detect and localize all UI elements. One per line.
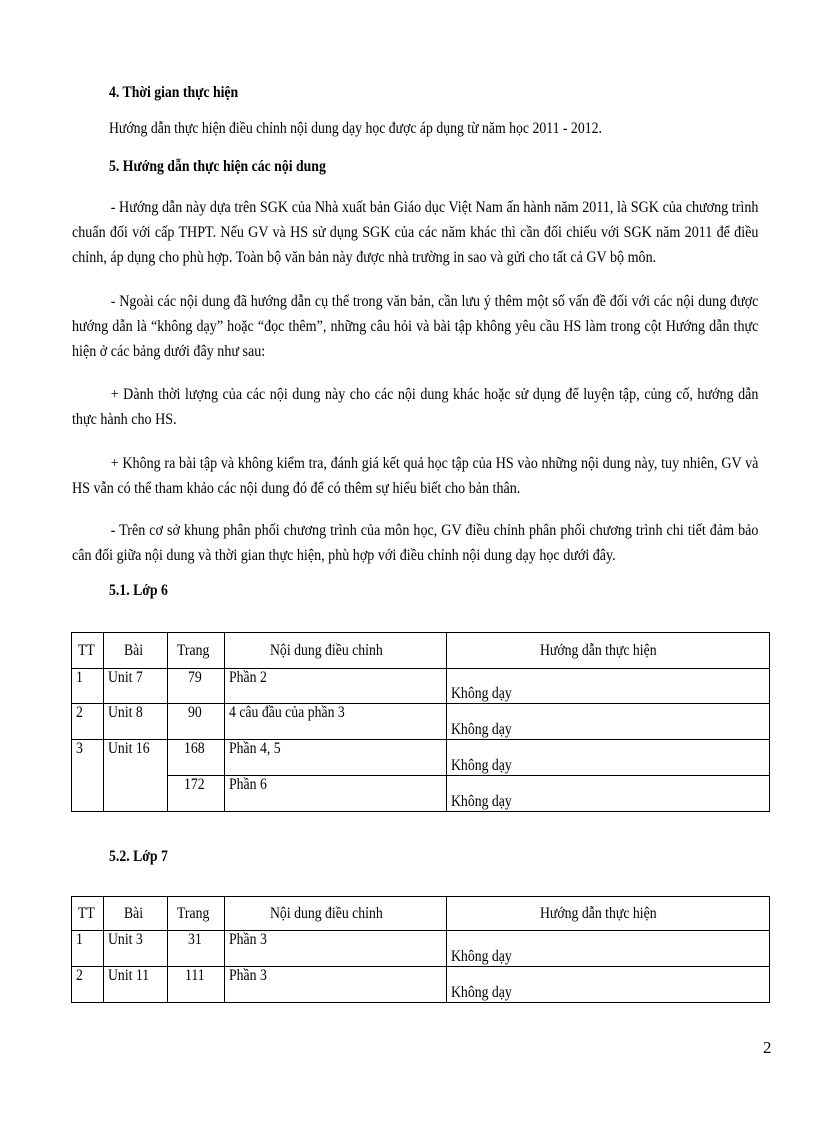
cell-bai: Unit 7 bbox=[103, 669, 167, 704]
cell-bai: Unit 11 bbox=[103, 967, 167, 1003]
header-bai: Bài bbox=[103, 897, 167, 931]
paragraph-1: - Hướng dẫn này dựa trên SGK của Nhà xuất bản Giáo dục Việt Nam ấn hành năm 2011, là SGK của chương trình chuẩn đối với cấp THPT. Nếu GV và HS sử dụng SGK của các năm khác thì cần đối chiếu với SGK năm 2011 để điều chỉnh, áp dụng cho phù hợp. Toàn bộ văn bản này được nhà trường in sao và gửi cho tất cả GV bộ môn. bbox=[72, 199, 759, 266]
table-row bbox=[72, 740, 770, 776]
cell-trang: 111 bbox=[167, 967, 224, 1003]
cell-noidung: 4 câu đầu của phần 3 bbox=[224, 704, 446, 740]
header-bai: Bài bbox=[103, 633, 167, 669]
header-huongdan: Hướng dẫn thực hiện bbox=[446, 633, 769, 669]
cell-noidung: Phần 3 bbox=[224, 931, 446, 967]
page-number: 2 bbox=[763, 1038, 772, 1057]
paragraph-3: + Dành thời lượng của các nội dung này cho các nội dung khác hoặc sử dụng để luyện tập, củng cố, hướng dẫn thực hành cho HS. bbox=[72, 386, 759, 428]
cell-huongdan: Không dạy bbox=[446, 776, 769, 812]
cell-tt: 2 bbox=[72, 967, 104, 1003]
section-4-text: Hướng dẫn thực hiện điều chỉnh nội dung dạy học được áp dụng từ năm học 2011 - 2012. bbox=[109, 120, 602, 137]
paragraph-5: - Trên cơ sở khung phân phối chương trình của môn học, GV điều chỉnh phân phối chương trình chi tiết đảm bảo cân đối giữa nội dung và thời gian thực hiện, phù hợp với điều chỉnh nội dung dạy học dưới đây. bbox=[72, 522, 759, 564]
cell-noidung: Phần 3 bbox=[224, 967, 446, 1003]
cell-trang: 168 bbox=[167, 740, 224, 776]
cell-huongdan: Không dạy bbox=[446, 931, 769, 967]
table-row bbox=[72, 669, 770, 704]
cell-huongdan: Không dạy bbox=[446, 740, 769, 776]
cell-tt: 1 bbox=[72, 931, 104, 967]
table-header-row bbox=[72, 633, 770, 669]
grade-7-table bbox=[71, 896, 770, 1003]
cell-tt: 2 bbox=[72, 704, 104, 740]
header-trang: Trang bbox=[167, 897, 224, 931]
paragraph-4: + Không ra bài tập và không kiểm tra, đánh giá kết quả học tập của HS vào những nội dung này, tuy nhiên, GV và HS vẫn có thể tham khảo các nội dung đó để có thêm sự hiểu biết cho bản thân. bbox=[72, 455, 759, 497]
cell-noidung: Phần 4, 5 bbox=[224, 740, 446, 776]
header-noidung: Nội dung điều chỉnh bbox=[224, 897, 446, 931]
table-row bbox=[72, 931, 770, 967]
table-header-row bbox=[72, 897, 770, 931]
cell-trang: 79 bbox=[167, 669, 224, 704]
table-row bbox=[72, 704, 770, 740]
cell-trang: 172 bbox=[167, 776, 224, 812]
table-row bbox=[72, 967, 770, 1003]
cell-huongdan: Không dạy bbox=[446, 967, 769, 1003]
section-5-heading: 5. Hướng dẫn thực hiện các nội dung bbox=[109, 158, 326, 175]
header-tt: TT bbox=[72, 897, 104, 931]
cell-bai: Unit 8 bbox=[103, 704, 167, 740]
cell-trang: 31 bbox=[167, 931, 224, 967]
cell-tt: 1 bbox=[72, 669, 104, 704]
cell-bai: Unit 3 bbox=[103, 931, 167, 967]
grade-6-heading: 5.1. Lớp 6 bbox=[109, 582, 168, 599]
cell-bai: Unit 16 bbox=[103, 740, 167, 812]
cell-huongdan: Không dạy bbox=[446, 669, 769, 704]
header-huongdan: Hướng dẫn thực hiện bbox=[446, 897, 769, 931]
cell-trang: 90 bbox=[167, 704, 224, 740]
grade-6-table bbox=[71, 632, 770, 812]
cell-huongdan: Không dạy bbox=[446, 704, 769, 740]
section-4-heading: 4. Thời gian thực hiện bbox=[109, 84, 239, 101]
grade-7-heading: 5.2. Lớp 7 bbox=[109, 848, 168, 865]
paragraph-2: - Ngoài các nội dung đã hướng dẫn cụ thể trong văn bản, cần lưu ý thêm một số vấn đề đối với các nội dung được hướng dẫn là “không dạy” hoặc “đọc thêm”, những câu hỏi và bài tập không yêu cầu HS làm trong cột Hướng dẫn thực hiện ở các bảng dưới đây như sau: bbox=[72, 293, 759, 360]
cell-noidung: Phần 6 bbox=[224, 776, 446, 812]
cell-tt: 3 bbox=[72, 740, 104, 812]
cell-noidung: Phần 2 bbox=[224, 669, 446, 704]
header-trang: Trang bbox=[167, 633, 224, 669]
header-noidung: Nội dung điều chỉnh bbox=[224, 633, 446, 669]
table-row bbox=[72, 776, 770, 812]
header-tt: TT bbox=[72, 633, 104, 669]
